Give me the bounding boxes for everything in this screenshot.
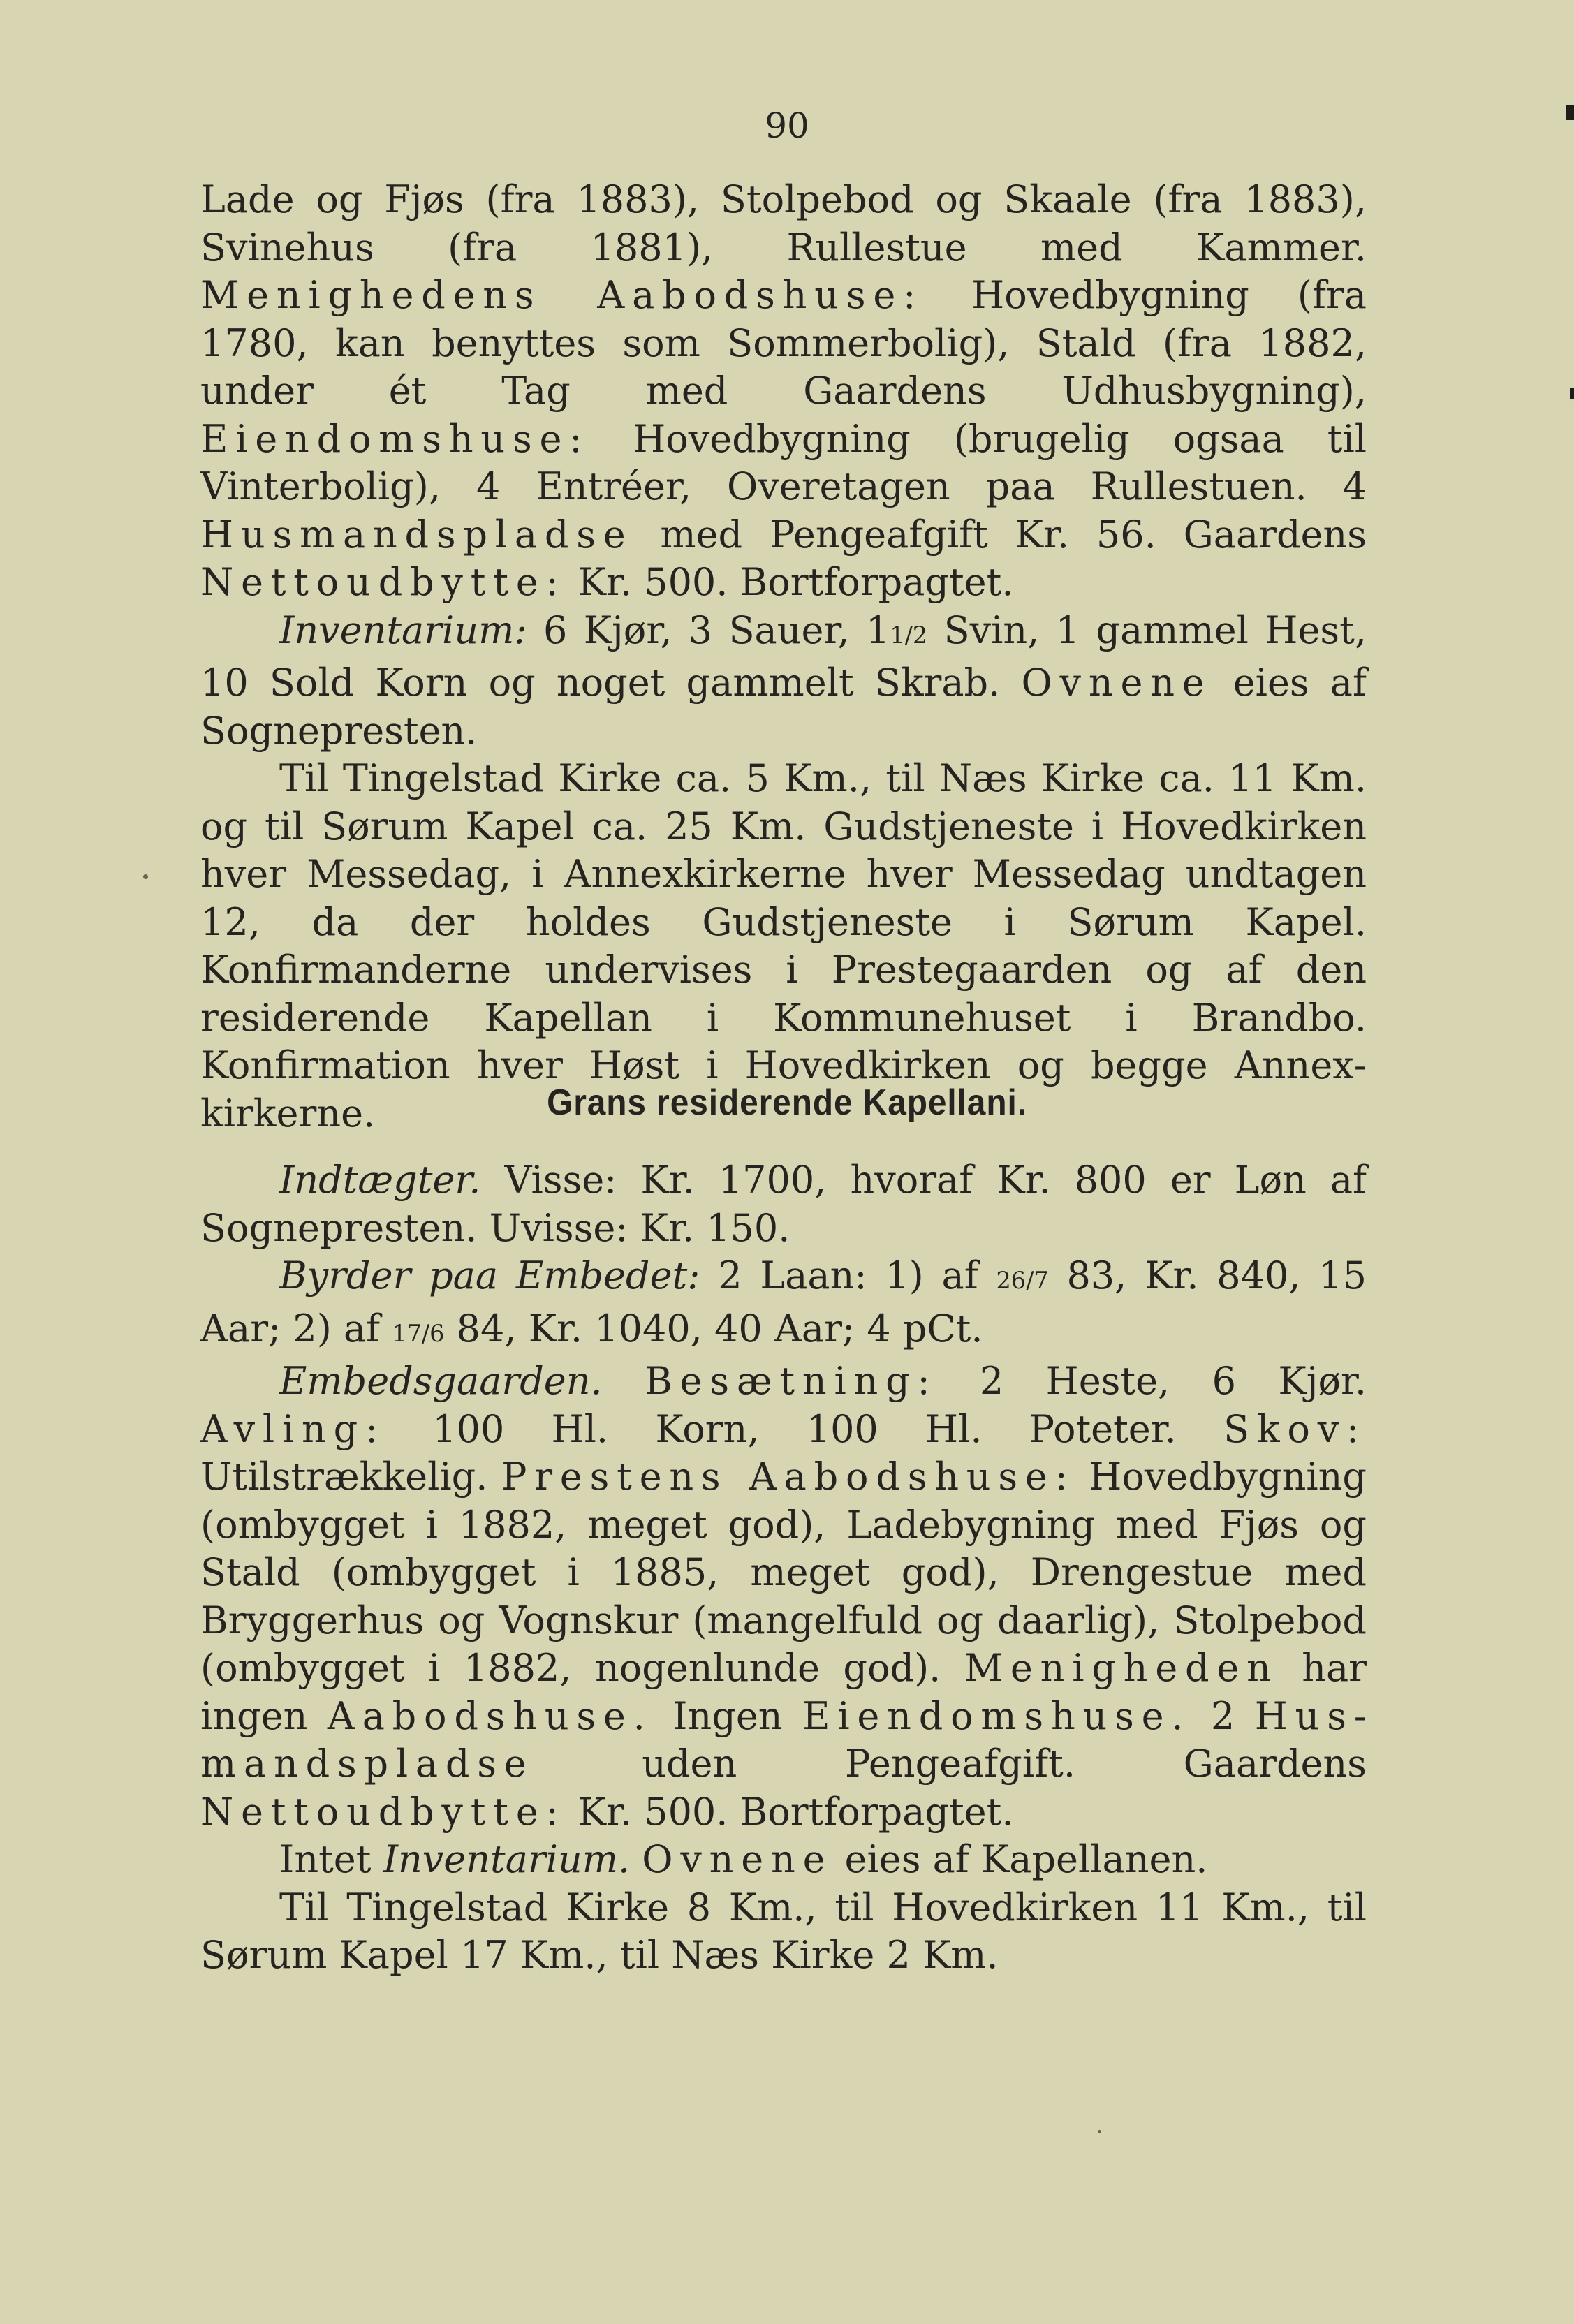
paragraph-burdens: Byrder paa Embedet: 2 Laan: 1) af 26/7 83, Kr. 840, 15 Aar; 2) af 17/6 84, Kr. 1040, 40 Aar; 4 pCt. (200, 1253, 1367, 1351)
ink-speck (143, 874, 148, 879)
paragraph-churches: Til Tingelstad Kirke ca. 5 Km., til Næs Kirke ca. 11 Km. og til Sørum Kapel ca. 25 Km. Gudstjeneste i Hovedkirken hver Messedag, i Annexkirkerne hver Messedag undtagen 12, da der holdes Gudstjeneste i Sørum Kapel. Konfirmanderne undervises i Prestegaarden og af den residerende Kapellan i Kommunehuset i Brandbo. Konfirmation hver Høst i Hovedkirken og begge Annexkirkerne. (200, 756, 1367, 1135)
section-heading: Grans residerende Kapellani. (547, 1082, 1027, 1123)
burdens-label: Byrder paa Embedet: (279, 1253, 700, 1297)
section-top-text (200, 176, 1367, 1138)
paragraph-income: Indtægter. Visse: Kr. 1700, hvoraf Kr. 800 er Løn af Sognepresten. Uvisse: Kr. 150. (200, 1158, 1367, 1250)
income-label: Indtægter. (279, 1158, 481, 1202)
page-number: 90 (765, 105, 809, 146)
paragraph-distances: Til Tingelstad Kirke 8 Km., til Hovedkirken 11 Km., til Sørum Kapel 17 Km., til Næs Kirke 2 Km. (200, 1885, 1367, 1977)
page-edge-mark-mid (1570, 388, 1574, 399)
date-fraction-2: 17/6 (392, 1319, 445, 1347)
paragraph-farm: Embedsgaarden. Besætning: 2 Heste, 6 Kjør. Avling: 100 Hl. Korn, 100 Hl. Poteter. Skov: Utilstrækkelig. Prestens Aabodshuse: Hovedbygning (ombygget i 1882, meget god), Ladebygning med Fjøs og Stald (ombygget i 1885, meget god), Drengestue med Bryggerhus og Vognskur (mangelfuld og daarlig), Stolpebod (ombygget i 1882, nogenlunde god). Menigheden har ingen Aabodshuse. Ingen Eiendomshuse. 2 Husmandspladse uden Pengeafgift. Gaardens Nettoudbytte: Kr. 500. Bortforpagtet. (200, 1359, 1367, 1834)
fraction-half: 1/2 (890, 621, 928, 649)
ink-speck (1098, 2130, 1101, 2133)
farm-label: Embedsgaarden. (279, 1359, 603, 1403)
inventory-label-2: Inventarium. (383, 1837, 631, 1881)
paragraph-inventory: Inventarium: 6 Kjør, 3 Sauer, 11/2 Svin, 1 gammel Hest, 10 Sold Korn og noget gammelt Skrab. Ovnene eies af Sognepresten. (200, 608, 1367, 753)
date-fraction-1: 26/7 (996, 1267, 1049, 1294)
paragraph-buildings: Lade og Fjøs (fra 1883), Stolpebod og Skaale (fra 1883), Svinehus (fra 1881), Rullestue med Kammer. Menighedens Aabodshuse: Hovedbygning (fra 1780, kan benyttes som Sommerbolig), Stald (fra 1882, under ét Tag med Gaardens Udhusbygning), Eiendomshuse: Hovedbygning (brugelig ogsaa til Vinterbolig), 4 Entréer, Overetagen paa Rullestuen. 4 Husmandspladse med Pengeafgift Kr. 56. Gaardens Nettoudbytte: Kr. 500. Bortforpagtet. (200, 177, 1367, 604)
paragraph-no-inventory: Intet Inventarium. Ovnene eies af Kapellanen. (279, 1837, 1208, 1881)
inventory-label: Inventarium: (279, 608, 527, 652)
page-edge-mark-top (1566, 105, 1574, 120)
section-kapellani-text (200, 1156, 1367, 1980)
